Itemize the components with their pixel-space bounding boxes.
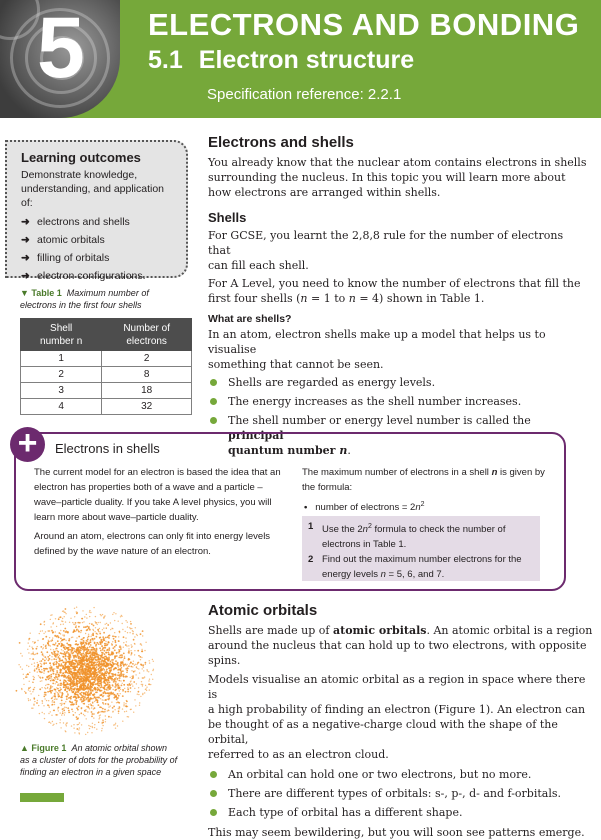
figure1-label: Figure 1 <box>31 743 67 753</box>
text-line <box>208 623 593 638</box>
table-header-electrons <box>102 319 192 351</box>
figure1-caption-line: An atomic orbital shown <box>71 743 167 753</box>
text-run: energy levels <box>322 569 381 581</box>
header-line: Number of <box>123 322 170 334</box>
atomic-orbitals-closing: This may seem bewildering, but you will soon see patterns emerge. <box>208 826 585 839</box>
text-run-bold-italic: n <box>491 467 498 478</box>
question-text <box>322 519 505 552</box>
text-line: learn more about wave–particle duality. <box>34 512 199 523</box>
learning-outcomes-title: Learning outcomes <box>21 150 141 165</box>
text-run: formula to check the number of <box>371 524 506 536</box>
bullet-item: Each type of orbital has a different shape. <box>208 805 593 820</box>
learning-outcome-text: atomic orbitals <box>37 234 105 246</box>
table-header-shell <box>21 319 102 351</box>
text-line: electron has properties both of a wave and a particle – <box>34 482 263 493</box>
text-run: = 4) shown in Table 1. <box>355 292 485 305</box>
text-line: Find out the maximum number electrons for the <box>322 554 522 566</box>
atomic-orbitals-heading: Atomic orbitals <box>208 602 318 619</box>
table-cell: 2 <box>102 351 192 367</box>
learning-outcome-item <box>21 249 176 267</box>
bullet-item: There are different types of orbitals: s-, p-, d- and f-orbitals. <box>208 786 593 801</box>
text-line: For GCSE, you learnt the 2,8,8 rule for the number of electrons that <box>208 229 564 257</box>
table-cell: 4 <box>21 399 102 415</box>
text-run: is given by <box>497 467 545 478</box>
text-run: . An atomic orbital is a region <box>426 624 593 637</box>
text-run: number of electrons = 2 <box>315 502 416 514</box>
shell-electrons-table <box>20 318 192 415</box>
text-run-bold: principal <box>228 429 284 442</box>
bullet-dot: • <box>304 502 316 514</box>
bullet-item: The energy increases as the shell number increases. <box>208 394 588 409</box>
learning-outcome-text: electrons and shells <box>37 216 130 228</box>
header-line: electrons <box>126 335 167 347</box>
triangle-up-icon: ▲ <box>20 743 32 753</box>
text-run: . <box>347 444 351 457</box>
section-title-text: Electron structure <box>198 46 415 74</box>
formula-line <box>304 497 544 515</box>
shells-paragraph-1 <box>208 228 588 273</box>
text-line: wave–particle duality. If you take A level physics, you will <box>34 497 272 508</box>
question-text <box>322 552 522 582</box>
table-header-row <box>21 319 192 351</box>
main-column <box>208 134 588 458</box>
header-line: number n <box>40 335 83 347</box>
text-line: You already know that the nuclear atom contains electrons in shells <box>208 156 587 169</box>
table1-caption <box>20 287 190 311</box>
atomic-orbitals-section <box>208 602 593 840</box>
triangle-down-icon: ▼ <box>20 288 32 298</box>
text-line: referred to as an electron cloud. <box>208 748 389 761</box>
text-line: the formula: <box>302 482 353 493</box>
text-line: surrounding the nucleus. In this topic you will learn more about <box>208 171 566 184</box>
text-line <box>302 465 552 480</box>
table-row <box>21 383 192 399</box>
table1-label: Table 1 <box>31 288 62 298</box>
table-cell: 32 <box>102 399 192 415</box>
text-run-italic: n <box>300 292 308 305</box>
text-run: The maximum number of electrons in a shell <box>302 467 492 478</box>
learning-outcome-item <box>21 231 176 249</box>
figure1-caption-line: finding an electron in a given space <box>20 767 162 777</box>
table-row <box>21 399 192 415</box>
text-run-italic: n <box>348 292 356 305</box>
section-title <box>148 46 414 75</box>
table-cell: 2 <box>21 367 102 383</box>
text-run-italic: n <box>362 524 368 536</box>
text-line: something that cannot be seen. <box>208 358 384 371</box>
table-row <box>21 367 192 383</box>
text-line <box>322 567 522 582</box>
electrons-and-shells-paragraph <box>208 155 588 200</box>
question-number: 2 <box>308 554 314 566</box>
text-run: defined by the <box>34 546 97 557</box>
table1-caption-line: electrons in the first four shells <box>20 300 142 310</box>
learning-outcome-text: filling of orbitals <box>37 252 110 264</box>
table-row <box>21 351 192 367</box>
chapter-title: ELECTRONS AND BONDING <box>148 7 580 42</box>
chapter-number: 5 <box>37 0 85 96</box>
bullet-item: An orbital can hold one or two electrons, but no more. <box>208 767 593 782</box>
learning-outcome-item <box>21 213 176 231</box>
electrons-in-shells-title: Electrons in shells <box>55 441 160 456</box>
superscript: 2 <box>420 501 425 508</box>
question-number: 1 <box>308 521 314 532</box>
text-line: The current model for an electron is based the idea that an <box>34 467 281 478</box>
learning-outcomes-intro-line: Demonstrate knowledge, <box>21 169 138 181</box>
learning-outcomes-intro-line: understanding, and application of: <box>21 183 165 209</box>
superscript: 2 <box>367 523 372 530</box>
text-line: a high probability of finding an electron (Figure 1). An electron can <box>208 703 586 716</box>
arrow-right-icon: ➜ <box>21 252 30 264</box>
figure1-caption <box>20 742 200 778</box>
text-line: be thought of as a negative-charge cloud with the shape of the orbital, <box>208 718 558 746</box>
text-line <box>34 544 296 559</box>
bullet-item: Shells are regarded as energy levels. <box>208 375 588 390</box>
text-run: = 5, 6, and 7. <box>385 569 445 581</box>
header-line: Shell <box>50 322 73 334</box>
plus-icon: + <box>10 427 45 462</box>
text-run-bold: quantum number <box>228 444 340 457</box>
text-line: around the nucleus that can hold up to two electrons, with opposite spins. <box>208 639 587 667</box>
learning-outcome-item <box>21 267 176 285</box>
section-number: 5.1 <box>148 46 183 74</box>
electrons-in-shells-right-text <box>302 465 552 495</box>
text-line: Around an atom, electrons can only fit into energy levels <box>34 531 271 542</box>
atomic-orbitals-paragraph-1 <box>208 623 593 668</box>
learning-outcomes-intro <box>21 168 176 210</box>
table1-caption-line: Maximum number of <box>66 288 149 298</box>
shells-heading: Shells <box>208 210 247 225</box>
what-are-shells-paragraph <box>208 327 588 372</box>
table-cell: 3 <box>21 383 102 399</box>
text-run: Use the 2 <box>322 524 363 536</box>
table-cell: 18 <box>102 383 192 399</box>
text-run-bold: atomic orbitals <box>332 624 427 637</box>
question-1 <box>308 519 534 552</box>
shells-paragraph-2 <box>208 276 588 306</box>
text-line: can fill each shell. <box>208 259 309 272</box>
question-2 <box>308 552 534 582</box>
text-run-italic: n <box>415 502 421 514</box>
page-footer-tab <box>20 793 64 802</box>
text-line: how electrons are arranged within shells. <box>208 186 441 199</box>
text-run-bold-italic: n <box>339 444 348 457</box>
text-line: For A Level, you need to know the number of electrons that fill the <box>208 277 581 290</box>
text-run-italic: n <box>380 569 386 581</box>
text-run: first four shells ( <box>208 292 301 305</box>
chapter-header-banner <box>0 0 601 118</box>
text-run: nature of an electron. <box>118 546 211 557</box>
text-line: electrons in Table 1. <box>322 539 407 551</box>
arrow-right-icon: ➜ <box>21 234 30 246</box>
text-run-italic: wave <box>96 546 119 557</box>
text-run: The shell number or energy level number is called the <box>228 414 531 427</box>
electrons-in-shells-left-p1 <box>34 465 296 525</box>
table-cell: 8 <box>102 367 192 383</box>
text-line <box>322 519 505 537</box>
figure1-caption-line: as a cluster of dots for the probability of <box>20 755 178 765</box>
electrons-in-shells-left-p2 <box>34 529 296 559</box>
learning-outcome-text: electron configurations. <box>37 270 146 282</box>
table-cell: 1 <box>21 351 102 367</box>
atomic-orbital-dot-cloud-figure <box>14 602 184 738</box>
atomic-orbitals-paragraph-2 <box>208 672 593 762</box>
text-line: In an atom, electron shells make up a model that helps us to visualise <box>208 328 546 356</box>
text-line <box>208 291 588 306</box>
text-line: Models visualise an atomic orbital as a region in space where there is <box>208 673 586 701</box>
text-run: = 1 to <box>307 292 349 305</box>
specification-reference: Specification reference: 2.2.1 <box>207 86 402 103</box>
arrow-right-icon: ➜ <box>21 270 30 282</box>
questions-box <box>302 516 540 581</box>
learning-outcomes-box <box>5 140 188 282</box>
electrons-and-shells-heading: Electrons and shells <box>208 134 354 151</box>
what-are-shells-heading: What are shells? <box>208 313 292 325</box>
arrow-right-icon: ➜ <box>21 216 30 228</box>
text-run: Shells are made up of <box>208 624 333 637</box>
